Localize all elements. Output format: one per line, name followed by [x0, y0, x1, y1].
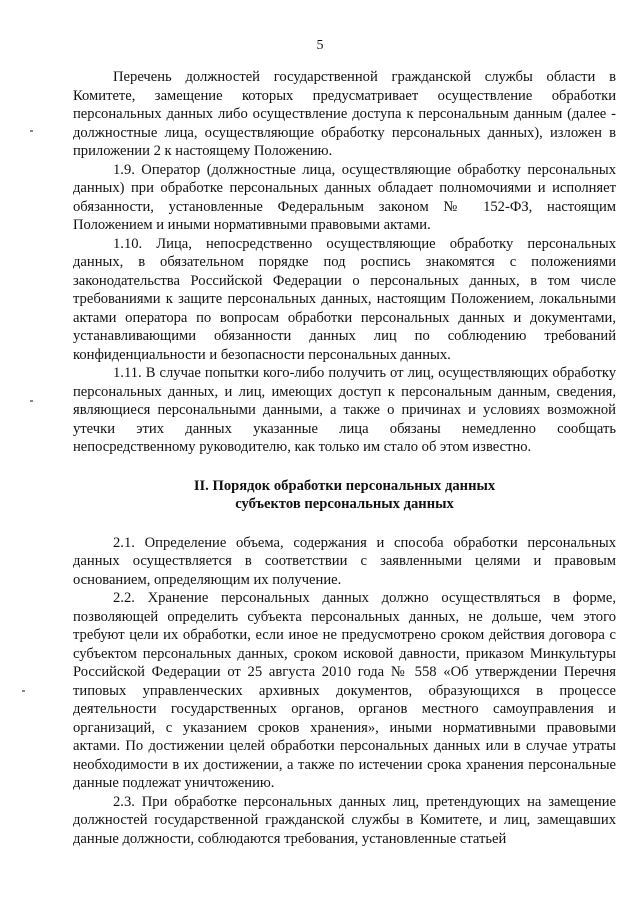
paragraph-1-10: 1.10. Лица, непосредственно осуществляющие обработку персональных данных, в обязательном порядке под роспись знакомятся с положениями законодательства Российской Федерации о персональных данных, в том числе требованиями к защите персональных данных, настоящим Положением, локальными актами оператора по вопросам обработки персональных данных и документами, устанавливающими обязанности данных лиц по соблюдению требований конфиденциальности и безопасности персональных данных.: [73, 235, 616, 363]
margin-mark: [30, 400, 33, 402]
margin-mark: [30, 130, 33, 132]
section-heading-line1: II. Порядок обработки персональных данных: [193, 477, 496, 494]
paragraph-2-1: 2.1. Определение объема, содержания и способа обработки персональных данных осуществляется в соответствии с заявленными целями и правовым основанием, определяющим их получение.: [73, 534, 616, 588]
paragraph-1-11: 1.11. В случае попытки кого-либо получить от лиц, осуществляющих обработку персональных данных, и лиц, имеющих доступ к персональным данным, сведения, являющиеся персональными данными, а также о причинах и условиях возможной утечки этих данных указанные лица обязаны немедленно сообщать непосредственному руководителю, как только им стало об этом известно.: [73, 365, 616, 455]
margin-mark: [22, 690, 25, 692]
paragraph-2-2: 2.2. Хранение персональных данных должно осуществляться в форме, позволяющей определить субъекта персональных данных, не дольше, чем этого требуют цели их обработки, если иное не предусмотрено сроком действия договора с субъектом персональных данных, сроком исковой давности, приказом Минкультуры Российской Федерации от 25 августа 2010 года № 558 «Об утверждении Перечня типовых управленческих архивных документов, образующихся в процессе деятельности государственных органов, органов местного самоуправления и организаций, с указанием сроков хранения», иными нормативными правовыми актами. По достижении целей обработки персональных данных или в случае утраты необходимости в их достижении, а также по истечении срока хранения персональные данные подлежат уничтожению.: [73, 590, 616, 791]
paragraph-1-9: 1.9. Оператор (должностные лица, осуществляющие обработку персональных данных) при обработке персональных данных обладает полномочиями и исполняет обязанности, установленные Федеральным законом № 152-ФЗ, настоящим Положением и иными нормативными правовыми актами.: [73, 161, 616, 233]
paragraph-positions-list: Перечень должностей государственной гражданской службы области в Комитете, замещение которых предусматривает осуществление обработки персональных данных либо осуществление доступа к персональным данным (далее - должностные лица, осуществляющие обработку персональных данных), изложен в приложении 2 к настоящему Положению.: [73, 69, 616, 159]
document-body: [73, 68, 616, 848]
section-heading: [73, 477, 616, 514]
page-number: 5: [316, 38, 324, 53]
section-heading-line2: субъектов персональных данных: [235, 496, 454, 512]
paragraph-2-3: 2.3. При обработке персональных данных лиц, претендующих на замещение должностей государственной гражданской службы в Комитете, и лиц, замещавших данные должности, соблюдаются требования, установленные статьей: [73, 793, 616, 847]
